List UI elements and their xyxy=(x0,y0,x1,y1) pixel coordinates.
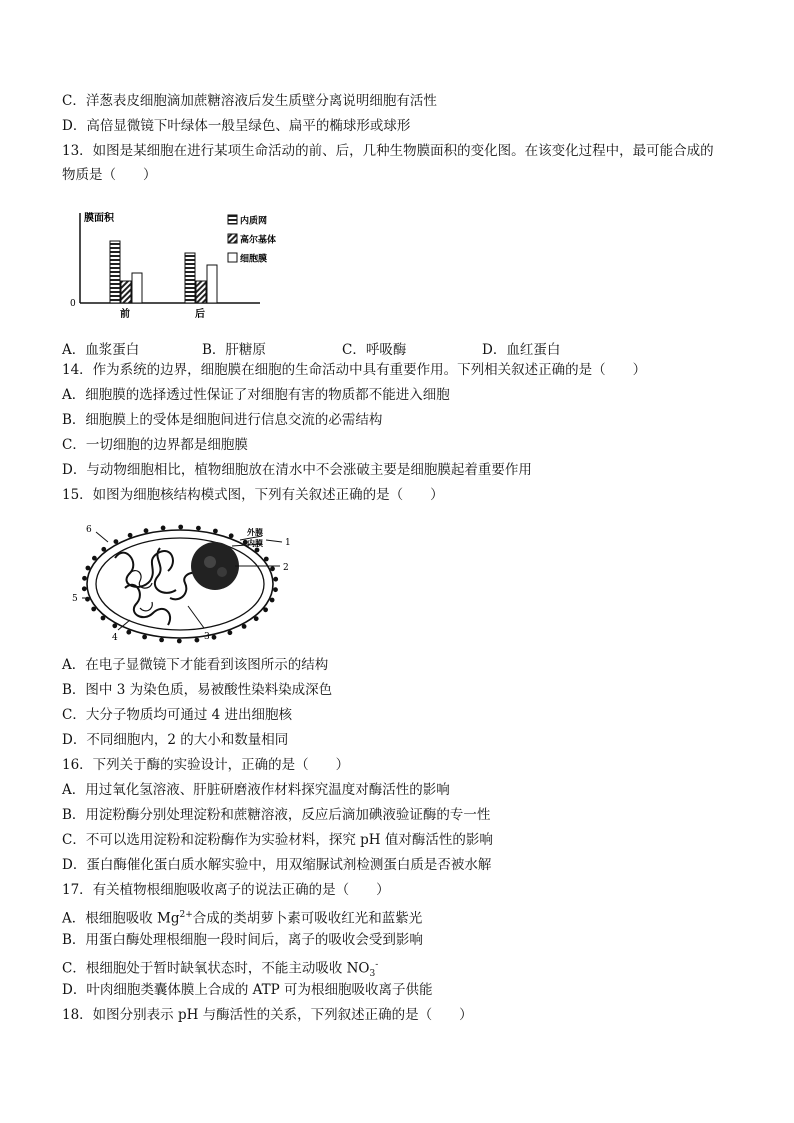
legend-swatch-2 xyxy=(228,234,237,243)
label-5: 5 xyxy=(72,594,78,604)
ribosome-dot xyxy=(263,607,268,612)
ribosome-dot xyxy=(270,598,275,603)
q14-stem: 14．作为系统的边界，细胞膜在细胞的生命活动中具有重要作用。下列相关叙述正确的是（ ） xyxy=(62,362,647,378)
ribosome-dot xyxy=(82,576,87,581)
ribosome-dot xyxy=(213,529,218,534)
ribosome-dot xyxy=(82,586,87,591)
nucleolus xyxy=(191,542,239,590)
ribosome-dot xyxy=(91,607,96,612)
ribosome-dot xyxy=(273,577,278,582)
ribosome-dot xyxy=(86,566,91,571)
bar-2-2 xyxy=(196,281,206,303)
ribosome-dot xyxy=(254,616,259,621)
outer-membrane-label: 外膜 xyxy=(247,527,263,537)
label-4: 4 xyxy=(112,633,118,643)
ribosome-dot xyxy=(126,630,131,635)
q12-option-c: C．洋葱表皮细胞滴加蔗糖溶液后发生质壁分离说明细胞有活性 xyxy=(62,93,437,109)
ribosome-dot xyxy=(128,533,133,538)
ribosome-dot xyxy=(229,533,234,538)
q17-stem: 17．有关植物根细胞吸收离子的说法正确的是（ ） xyxy=(62,882,390,898)
q16-option-b[interactable]: B．用淀粉酶分别处理淀粉和蔗糖溶液，反应后滴加碘液验证酶的专一性 xyxy=(62,807,491,823)
ribosome-dot xyxy=(264,557,269,562)
ribosome-dot xyxy=(114,539,119,544)
q15-option-d[interactable]: D．不同细胞内，2 的大小和数量相同 xyxy=(62,732,289,748)
bar-1-1 xyxy=(110,241,120,303)
ribosome-dot xyxy=(101,547,106,552)
outer-membrane xyxy=(87,530,273,638)
q13-option-c[interactable]: C．呼吸酶 xyxy=(342,342,407,358)
q15-option-c[interactable]: C．大分子物质均可通过 4 进出细胞核 xyxy=(62,707,293,723)
q13-stem-cont: 物质是（ ） xyxy=(62,167,157,183)
y-axis-label: 膜面积 xyxy=(84,213,114,224)
bar-1-2 xyxy=(121,281,131,303)
ribosome-dot xyxy=(142,635,147,640)
ribosome-dot xyxy=(101,616,106,621)
category-label-1: 前 xyxy=(120,309,130,320)
bar-1-3 xyxy=(132,273,142,303)
q16-option-c[interactable]: C．不可以选用淀粉和淀粉酶作为实验材料，探究 pH 值对酶活性的影响 xyxy=(62,832,493,848)
inner-membrane-label: 内膜 xyxy=(247,538,263,548)
q16-option-d[interactable]: D．蛋白酶催化蛋白质水解实验中，用双缩脲试剂检测蛋白质是否被水解 xyxy=(62,857,492,873)
q18-stem: 18．如图分别表示 pH 与酶活性的关系，下列叙述正确的是（ ） xyxy=(62,1007,473,1023)
q13-option-d[interactable]: D．血红蛋白 xyxy=(482,342,561,358)
q17-option-b[interactable]: B．用蛋白酶处理根细胞一段时间后，离子的吸收会受到影响 xyxy=(62,932,423,948)
q12-option-d: D．高倍显微镜下叶绿体一般呈绿色、扁平的椭球形或球形 xyxy=(62,118,411,134)
q17-option-d[interactable]: D．叶肉细胞类囊体膜上合成的 ATP 可为根细胞吸收离子供能 xyxy=(62,982,433,998)
ribosome-dot xyxy=(195,638,200,643)
inner-membrane xyxy=(96,538,264,630)
q16-option-a[interactable]: A．用过氧化氢溶液、肝脏研磨液作材料探究温度对酶活性的影响 xyxy=(62,782,450,798)
ribosome-dot xyxy=(112,623,117,628)
ribosome-dot xyxy=(92,556,97,561)
legend-swatch-1 xyxy=(228,215,237,224)
q13-stem: 13．如图是某细胞在进行某项生命活动的前、后，几种生物膜面积的变化图。在该变化过程中，最可能合成的 xyxy=(62,143,714,159)
legend-label-1: 内质网 xyxy=(240,216,268,227)
q13-option-b[interactable]: B．肝糖原 xyxy=(202,342,266,358)
membrane-area-bar-chart xyxy=(60,195,290,325)
legend-swatch-3 xyxy=(228,253,237,262)
q14-option-c[interactable]: C．一切细胞的边界都是细胞膜 xyxy=(62,437,248,453)
q17-option-a[interactable]: A．根细胞吸收 $Mg^{2+}$合成的类胡萝卜素可吸收红光和蓝紫光 xyxy=(62,910,423,927)
ribosome-dot xyxy=(177,639,182,644)
label-1: 1 xyxy=(285,538,291,548)
ribosome-dot xyxy=(242,624,247,629)
bar-2-1 xyxy=(185,253,195,303)
ribosome-dot xyxy=(178,525,183,530)
label-3: 3 xyxy=(204,632,210,642)
q15-option-b[interactable]: B．图中 3 为染色质，易被酸性染料染成深色 xyxy=(62,682,333,698)
q14-option-b[interactable]: B．细胞膜上的受体是细胞间进行信息交流的必需结构 xyxy=(62,412,383,428)
ribosome-dot xyxy=(273,587,278,592)
q17-option-c[interactable]: C．根细胞处于暂时缺氧状态时，不能主动吸收 $NO_3^-$ xyxy=(62,960,379,980)
q15-option-a[interactable]: A．在电子显微镜下才能看到该图所示的结构 xyxy=(62,657,329,673)
q14-option-d[interactable]: D．与动物细胞相比，植物细胞放在清水中不会涨破主要是细胞膜起着重要作用 xyxy=(62,462,532,478)
ribosome-dot xyxy=(255,548,260,553)
ribosome-dot xyxy=(196,526,201,531)
label-2: 2 xyxy=(283,563,289,573)
chromatin xyxy=(115,548,205,625)
ribosome-dot xyxy=(144,528,149,533)
ribosome-dot xyxy=(270,566,275,571)
y-zero-label: 0 xyxy=(70,299,76,309)
q13-option-a[interactable]: A．血浆蛋白 xyxy=(62,342,140,358)
q16-stem: 16．下列关于酶的实验设计，正确的是（ ） xyxy=(62,757,350,773)
q14-option-a[interactable]: A．细胞膜的选择透过性保证了对细胞有害的物质都不能进入细胞 xyxy=(62,387,450,403)
category-label-2: 后 xyxy=(195,309,205,320)
bar-2-3 xyxy=(207,265,217,303)
legend-label-2: 高尔基体 xyxy=(240,235,277,246)
ribosome-dot xyxy=(212,635,217,640)
legend-label-3: 细胞膜 xyxy=(240,254,268,265)
q15-stem: 15．如图为细胞核结构模式图，下列有关叙述正确的是（ ） xyxy=(62,487,444,503)
label-6: 6 xyxy=(86,525,92,535)
ribosome-dot xyxy=(161,526,166,531)
nucleus-structure-diagram xyxy=(70,518,300,648)
ribosome-dot xyxy=(228,630,233,635)
ribosome-dot xyxy=(159,638,164,643)
